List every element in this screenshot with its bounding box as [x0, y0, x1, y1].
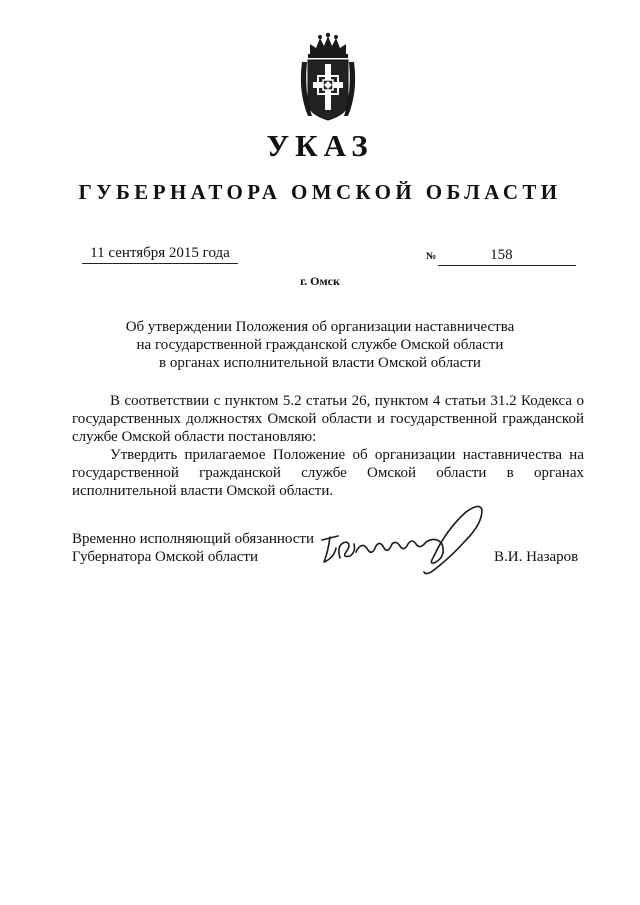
signatory-name: В.И. Назаров — [494, 549, 579, 565]
document-body — [72, 392, 584, 500]
handwritten-signature-icon — [316, 500, 488, 578]
coat-of-arms-icon — [296, 32, 360, 124]
body-paragraph: Утвердить прилагаемое Положение об организации наставничества на государственной гражданской службе Омской области в органах исполнительной власти Омской области. — [72, 447, 584, 499]
body-paragraph: В соответствии с пунктом 5.2 статьи 26, пунктом 4 статьи 31.2 Кодекса о государственных должностях Омской области и государственной гражданской службе Омской области постановляю: — [72, 393, 584, 445]
document-city: г. Омск — [300, 274, 340, 288]
document-issuer: ГУБЕРНАТОРА ОМСКОЙ ОБЛАСТИ — [78, 180, 562, 204]
document-title: УКАЗ — [266, 128, 374, 163]
subject-line: Об утверждении Положения об организации наставничества — [125, 319, 515, 335]
number-sign: № — [426, 251, 437, 262]
document-date: 11 сентября 2015 года — [82, 244, 238, 264]
signatory-position-line: Губернатора Омской области — [72, 549, 258, 565]
document-number-field — [426, 246, 576, 266]
document-number: 158 — [438, 246, 576, 266]
subject-line: в органах исполнительной власти Омской области — [159, 355, 481, 371]
signatory-position — [72, 530, 314, 566]
document-subject — [0, 318, 640, 372]
subject-line: на государственной гражданской службе Омской области — [136, 337, 504, 353]
signatory-position-line: Временно исполняющий обязанности — [72, 531, 315, 547]
